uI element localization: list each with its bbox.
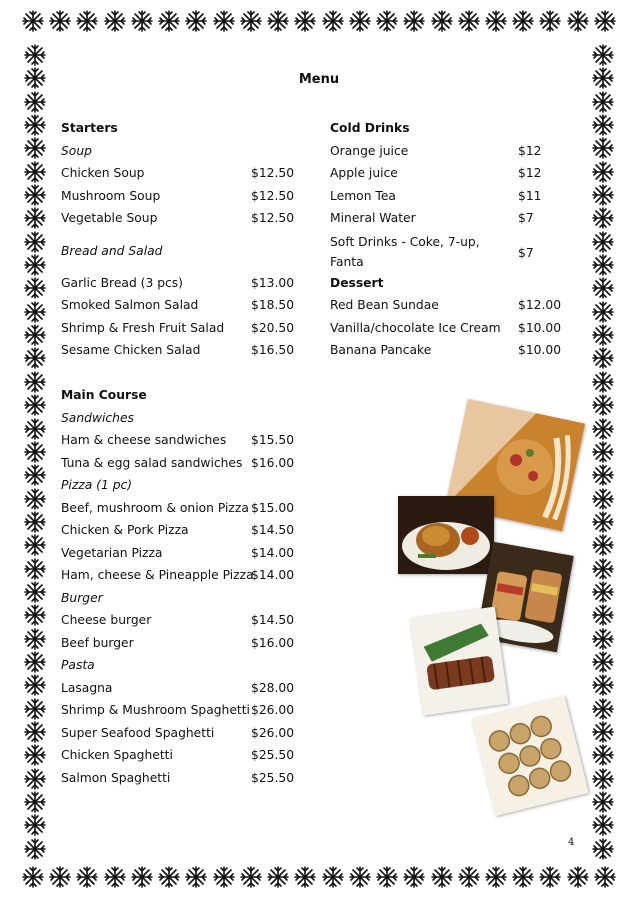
snowflake-star-icon — [592, 488, 614, 510]
snowflake-star-icon — [592, 744, 614, 766]
menu-item-price: $15.50 — [251, 433, 295, 447]
snowflake-star-icon — [485, 10, 507, 36]
snowflake-star-icon — [592, 838, 614, 860]
snowflake-star-icon — [294, 10, 316, 36]
menu-item-price: $13.00 — [251, 275, 295, 290]
menu-item-price: $7 — [518, 245, 534, 260]
snowflake-star-icon — [24, 464, 46, 486]
snowflake-star-icon — [24, 651, 46, 673]
menu-item-label: Chicken Spaghetti — [61, 748, 173, 762]
snowflake-star-icon — [592, 581, 614, 603]
snowflake-star-icon — [403, 866, 425, 892]
snowflake-star-icon — [24, 511, 46, 533]
top-border — [22, 10, 616, 36]
snowflake-star-icon — [592, 324, 614, 346]
snowflake-star-icon — [76, 866, 98, 892]
snowflake-star-icon — [24, 207, 46, 229]
snowflake-star-icon — [403, 10, 425, 36]
menu-item-label: Vegetarian Pizza — [61, 545, 163, 560]
menu-item-label: Tuna & egg salad sandwiches — [61, 455, 243, 470]
snowflake-star-icon — [592, 207, 614, 229]
menu-item-label: Beef burger — [61, 635, 134, 650]
snowflake-star-icon — [49, 10, 71, 36]
ribs-photo — [410, 606, 509, 715]
main-course-heading-label: Main Course — [61, 388, 147, 402]
snowflake-star-icon — [267, 866, 289, 892]
bread-salad-subheading-label: Bread and Salad — [61, 243, 163, 258]
snowflake-star-icon — [24, 347, 46, 369]
menu-item-label: Lemon Tea — [330, 188, 396, 203]
snowflake-star-icon — [104, 10, 126, 36]
menu-item — [330, 232, 570, 272]
snowflake-star-icon — [49, 866, 71, 892]
menu-item-label: Super Seafood Spaghetti — [61, 725, 215, 740]
menu-item-price: $16.00 — [251, 635, 295, 650]
menu-item-label: Smoked Salmon Salad — [61, 298, 199, 312]
snowflake-star-icon — [592, 464, 614, 486]
snowflake-star-icon — [592, 137, 614, 159]
snowflake-star-icon — [213, 866, 235, 892]
snowflake-star-icon — [24, 721, 46, 743]
snowflake-star-icon — [24, 838, 46, 860]
menu-item-label: Banana Pancake — [330, 343, 432, 357]
snowflake-star-icon — [24, 604, 46, 626]
snowflake-star-icon — [131, 866, 153, 892]
snowflake-star-icon — [76, 10, 98, 36]
menu-item-price: $15.00 — [251, 500, 295, 515]
menu-item-label: Red Bean Sundae — [330, 298, 439, 312]
snowflake-star-icon — [458, 10, 480, 36]
left-border — [22, 44, 48, 860]
menu-item-price: $7 — [518, 211, 534, 225]
snowflake-star-icon — [592, 301, 614, 323]
menu-item-label: Salmon Spaghetti — [61, 770, 171, 785]
snowflake-star-icon — [592, 604, 614, 626]
snowflake-star-icon — [592, 91, 614, 113]
snowflake-star-icon — [592, 791, 614, 813]
dessert-heading-label: Dessert — [330, 275, 384, 290]
snowflake-star-icon — [592, 44, 614, 66]
pasta-subheading-label: Pasta — [61, 658, 95, 672]
snowflake-star-icon — [349, 866, 371, 892]
menu-item-label: Orange juice — [330, 143, 409, 158]
snowflake-star-icon — [592, 231, 614, 253]
menu-item-label: Vegetable Soup — [61, 211, 158, 225]
menu-item-price: $14.00 — [251, 545, 295, 560]
snowflake-star-icon — [24, 184, 46, 206]
snowflake-star-icon — [322, 10, 344, 36]
menu-item-price: $25.50 — [251, 748, 295, 762]
snowflake-star-icon — [592, 558, 614, 580]
menu-item-price: $28.00 — [251, 680, 295, 695]
snowflake-star-icon — [592, 161, 614, 183]
snowflake-star-icon — [24, 488, 46, 510]
menu-item-label: Apple juice — [330, 166, 398, 180]
snowflake-star-icon — [240, 10, 262, 36]
snowflake-star-icon — [24, 44, 46, 66]
snowflake-star-icon — [431, 866, 453, 892]
menu-item-price: $10.00 — [518, 343, 562, 357]
snowflake-star-icon — [592, 254, 614, 276]
menu-item-price: $10.00 — [518, 320, 562, 335]
menu-item-label: Soft Drinks - Coke, 7-up, Fanta — [330, 234, 480, 269]
menu-item-price: $26.00 — [251, 703, 295, 717]
sandwiches-subheading-label: Sandwiches — [61, 410, 134, 425]
snowflake-star-icon — [592, 441, 614, 463]
snowflake-star-icon — [592, 277, 614, 299]
snowflake-star-icon — [592, 768, 614, 790]
snowflake-star-icon — [24, 698, 46, 720]
snowflake-star-icon — [24, 418, 46, 440]
snowflake-star-icon — [592, 721, 614, 743]
snowflake-star-icon — [24, 744, 46, 766]
snowflake-star-icon — [104, 866, 126, 892]
snowflake-star-icon — [592, 347, 614, 369]
soup-subheading-label: Soup — [61, 143, 92, 158]
menu-item-price: $16.00 — [251, 455, 295, 470]
snowflake-star-icon — [24, 231, 46, 253]
snowflake-star-icon — [322, 866, 344, 892]
snowflake-star-icon — [592, 534, 614, 556]
snowflake-star-icon — [458, 866, 480, 892]
roast-chicken-photo — [398, 496, 494, 574]
snowflake-star-icon — [24, 301, 46, 323]
snowflake-star-icon — [592, 371, 614, 393]
cold-drinks-heading-label: Cold Drinks — [330, 121, 410, 135]
menu-item-price: $12 — [518, 143, 542, 158]
snowflake-star-icon — [512, 10, 534, 36]
snowflake-star-icon — [592, 628, 614, 650]
menu-item-label: Beef, mushroom & onion Pizza — [61, 500, 249, 515]
snowflake-star-icon — [185, 10, 207, 36]
menu-item-label: Shrimp & Mushroom Spaghetti — [61, 703, 250, 717]
snowflake-star-icon — [131, 10, 153, 36]
snowflake-star-icon — [592, 698, 614, 720]
snowflake-star-icon — [24, 371, 46, 393]
snowflake-star-icon — [592, 394, 614, 416]
snowflake-star-icon — [158, 10, 180, 36]
snowflake-star-icon — [24, 581, 46, 603]
menu-item-price: $14.50 — [251, 523, 295, 537]
snowflake-star-icon — [431, 10, 453, 36]
snowflake-star-icon — [592, 814, 614, 836]
menu-item-price: $14.00 — [251, 568, 295, 582]
menu-item-label: Shrimp & Fresh Fruit Salad — [61, 320, 225, 335]
menu-item-label: Lasagna — [61, 680, 113, 695]
snowflake-star-icon — [594, 10, 616, 36]
snowflake-star-icon — [376, 866, 398, 892]
snowflake-star-icon — [24, 791, 46, 813]
menu-item-price: $12 — [518, 166, 542, 180]
menu-item-price: $12.50 — [251, 166, 295, 180]
snowflake-star-icon — [24, 254, 46, 276]
snowflake-star-icon — [24, 628, 46, 650]
right-border — [590, 44, 616, 860]
menu-item-label: Ham, cheese & Pineapple Pizza — [61, 568, 254, 582]
snowflake-star-icon — [158, 866, 180, 892]
snowflake-star-icon — [539, 10, 561, 36]
menu-item-label: Vanilla/chocolate Ice Cream — [330, 320, 501, 335]
snowflake-star-icon — [22, 866, 44, 892]
menu-item-price: $11 — [518, 188, 542, 203]
menu-item-label: Mineral Water — [330, 211, 416, 225]
snowflake-star-icon — [24, 324, 46, 346]
snowflake-star-icon — [24, 161, 46, 183]
snowflake-star-icon — [267, 10, 289, 36]
menu-item-price: $26.00 — [251, 725, 295, 740]
page-number: 4 — [568, 837, 575, 848]
menu-item-label: Sesame Chicken Salad — [61, 343, 201, 357]
menu-item-price: $20.50 — [251, 320, 295, 335]
page-title: Menu — [298, 72, 340, 87]
snowflake-star-icon — [539, 866, 561, 892]
snowflake-star-icon — [213, 10, 235, 36]
snowflake-star-icon — [24, 814, 46, 836]
snowflake-star-icon — [24, 394, 46, 416]
snowflake-star-icon — [24, 674, 46, 696]
rolls-photo — [471, 696, 588, 816]
snowflake-star-icon — [24, 137, 46, 159]
snowflake-star-icon — [24, 441, 46, 463]
burger-subheading-label: Burger — [61, 590, 103, 605]
menu-item-price: $18.50 — [251, 298, 295, 312]
menu-item-price: $12.00 — [518, 298, 562, 312]
starters-heading-label: Starters — [61, 121, 118, 135]
menu-item-label: Mushroom Soup — [61, 188, 161, 203]
snowflake-star-icon — [24, 534, 46, 556]
snowflake-star-icon — [376, 10, 398, 36]
snowflake-star-icon — [567, 866, 589, 892]
snowflake-star-icon — [349, 10, 371, 36]
snowflake-star-icon — [294, 866, 316, 892]
menu-item-label: Chicken Soup — [61, 166, 145, 180]
snowflake-star-icon — [592, 674, 614, 696]
snowflake-star-icon — [592, 511, 614, 533]
snowflake-star-icon — [240, 866, 262, 892]
snowflake-star-icon — [24, 114, 46, 136]
menu-item-price: $16.50 — [251, 343, 295, 357]
snowflake-star-icon — [22, 10, 44, 36]
snowflake-star-icon — [592, 418, 614, 440]
snowflake-star-icon — [24, 558, 46, 580]
menu-item-price: $25.50 — [251, 770, 295, 785]
menu-item-label: Chicken & Pork Pizza — [61, 523, 189, 537]
menu-item-price: $14.50 — [251, 613, 295, 627]
bottom-border — [22, 866, 616, 892]
snowflake-star-icon — [592, 651, 614, 673]
snowflake-star-icon — [592, 184, 614, 206]
pizza-subheading-label: Pizza (1 pc) — [61, 478, 133, 492]
snowflake-star-icon — [567, 10, 589, 36]
snowflake-star-icon — [485, 866, 507, 892]
snowflake-star-icon — [24, 277, 46, 299]
menu-item-price: $12.50 — [251, 211, 295, 225]
snowflake-star-icon — [512, 866, 534, 892]
menu-item-label: Ham & cheese sandwiches — [61, 433, 227, 447]
snowflake-star-icon — [24, 768, 46, 790]
snowflake-star-icon — [185, 866, 207, 892]
menu-item-label: Cheese burger — [61, 613, 152, 627]
snowflake-star-icon — [24, 91, 46, 113]
snowflake-star-icon — [594, 866, 616, 892]
menu-item-price: $12.50 — [251, 188, 295, 203]
menu-item-label: Garlic Bread (3 pcs) — [61, 275, 183, 290]
snowflake-star-icon — [592, 114, 614, 136]
